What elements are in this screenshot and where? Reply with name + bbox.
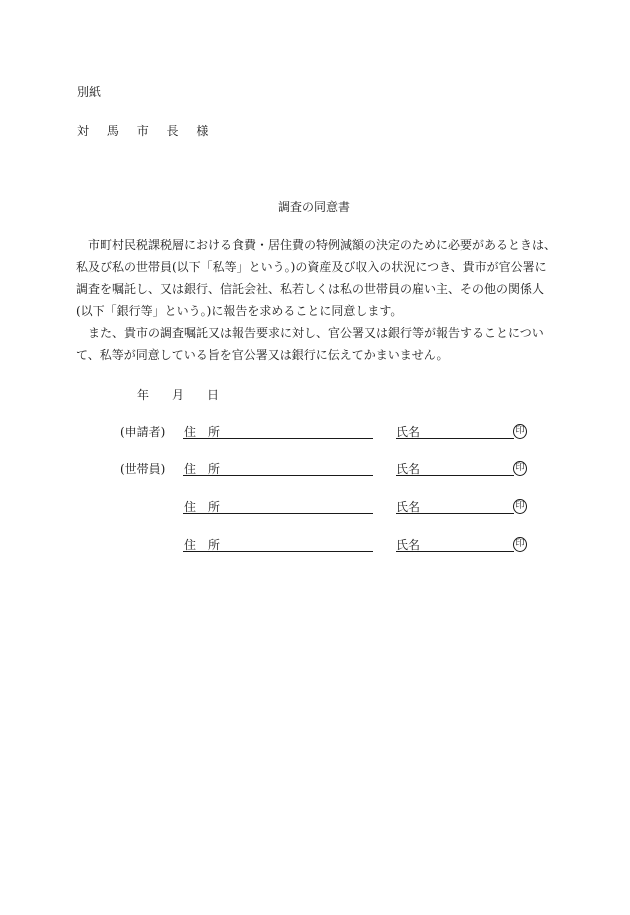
name-label: 氏名 [396,462,421,476]
address-label: 住 所 [184,538,221,552]
document-title: 調査の同意書 [278,200,351,214]
body-line: 市町村民税課税層における食費・居住費の特例減額の決定のために必要があるときは、 [88,238,557,252]
body-line: また、貴市の調査嘱託又は報告要求に対し、官公署又は銀行等が報告することについ [88,326,544,340]
seal-mark: 印 [513,461,527,476]
name-line[interactable] [396,513,514,514]
addressee-char: 対 [77,124,90,138]
address-line[interactable] [183,551,373,552]
name-line[interactable] [396,438,514,439]
date-day-label: 日 [207,388,220,402]
address-label: 住 所 [184,500,221,514]
address-line[interactable] [183,513,373,514]
date-year-label: 年 [137,388,150,402]
addressee [77,123,208,139]
seal-mark: 印 [513,537,527,552]
consent-body [76,234,557,366]
body-line: 調査を嘱託し、又は銀行、信託会社、私若しくは私の世帯員の雇い主、その他の関係人 [76,282,545,296]
body-line: 私及び私の世帯員(以下「私等」という。)の資産及び収入の状況につき、貴市が官公署に [76,260,547,274]
seal-mark: 印 [513,424,527,439]
body-line: (以下「銀行等」という。)に報告を求めることに同意します。 [76,304,403,318]
applicant-label: (申請者) [120,425,166,439]
address-label: 住 所 [184,462,221,476]
addressee-char: 長 [166,124,179,138]
addressee-char: 馬 [106,124,119,138]
body-line: て、私等が同意している旨を官公署又は銀行に伝えてかまいません。 [76,348,449,362]
name-label: 氏名 [396,538,421,552]
name-line[interactable] [396,551,514,552]
addressee-char: 市 [136,124,149,138]
seal-mark: 印 [513,499,527,514]
name-label: 氏名 [396,425,421,439]
name-label: 氏名 [396,500,421,514]
address-label: 住 所 [184,425,221,439]
name-line[interactable] [396,475,514,476]
address-line[interactable] [183,438,373,439]
date-month-label: 月 [172,388,185,402]
addressee-char: 様 [196,124,209,138]
attachment-label: 別紙 [77,85,102,99]
household-label: (世帯員) [120,462,166,476]
address-line[interactable] [183,475,373,476]
